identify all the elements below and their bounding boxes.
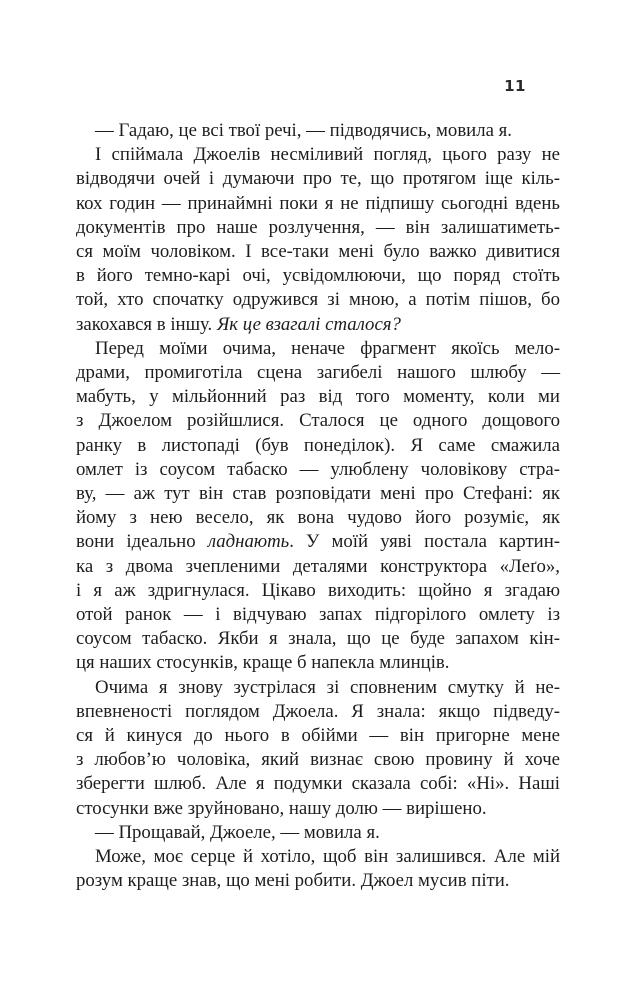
text-segment: І спіймала Джоелів несміливий погляд, цього разу не <box>95 144 560 166</box>
text-segment: зберегти шлюб. Але я подумки сказала собі: «Ні». Наші <box>76 773 560 795</box>
text-segment: омлет із соусом табаско — улюблену чоловікову стра- <box>76 458 560 480</box>
italic-text-segment: ладнають <box>207 531 290 553</box>
text-line <box>76 845 560 869</box>
text-line <box>76 313 560 337</box>
text-line <box>76 797 560 821</box>
text-line <box>76 385 560 409</box>
text-segment: розум краще знав, що мені робити. Джоел мусив піти. <box>76 870 510 892</box>
page-number: 11 <box>504 77 526 95</box>
text-line <box>76 772 560 796</box>
text-segment: ву, — аж тут він став розповідати мені про Стефані: як <box>76 483 560 505</box>
text-segment: — Прощавай, Джоеле, — мовила я. <box>95 821 380 843</box>
text-segment: йому з нею весело, як вона чудово його розуміє, як <box>76 507 560 529</box>
text-segment: отой ранок — і відчуваю запах підгорілого омлету із <box>76 604 560 626</box>
text-line <box>76 748 560 772</box>
text-segment: Перед моїми очима, неначе фрагмент якоїсь мело- <box>95 337 560 359</box>
text-line <box>76 821 560 845</box>
text-segment: ся моїм чоловіком. І все-таки мені було важко дивитися <box>76 241 560 263</box>
text-segment: вони ідеально <box>76 531 208 553</box>
text-line <box>76 676 560 700</box>
text-line <box>76 409 560 433</box>
text-line <box>76 216 560 240</box>
text-line <box>76 434 560 458</box>
text-segment: — Гадаю, це всі твої речі, — підводячись, мовила я. <box>95 120 512 141</box>
text-segment: і я аж здригнулася. Цікаво виходить: щойно я згадаю <box>76 579 560 601</box>
text-line <box>76 240 560 264</box>
text-segment: з любов’ю чоловіка, який визнає свою провину й хоче <box>76 749 560 771</box>
paragraph <box>76 845 560 893</box>
text-segment: мабуть, у мільйонний раз від того моменту, коли ми <box>76 386 560 408</box>
text-line <box>76 506 560 530</box>
text-line <box>76 627 560 651</box>
text-line <box>76 651 560 675</box>
text-line <box>76 603 560 627</box>
text-segment: документів про наше розлучення, — він залишатиметь- <box>76 216 560 238</box>
italic-text-segment: Як це взагалі сталося? <box>216 313 401 335</box>
paragraph <box>76 337 560 676</box>
text-segment: ся й кинуся до нього в обійми — він пригорне мене <box>76 725 560 747</box>
text-segment: соусом табаско. Якби я знала, що це буде запахом кін- <box>76 628 560 650</box>
text-line <box>76 555 560 579</box>
text-segment: з Джоелом розійшлися. Сталося це одного дощового <box>76 410 560 432</box>
text-line <box>76 361 560 385</box>
text-segment: той, хто спочатку одружився зі мною, а потім пішов, бо <box>76 289 560 311</box>
paragraph <box>76 143 560 337</box>
text-segment: ця наших стосунків, краще б напекла млинців. <box>76 652 450 674</box>
text-line <box>76 482 560 506</box>
text-segment: стосунки вже зруйновано, нашу долю — вирішено. <box>76 797 487 819</box>
text-line <box>76 458 560 482</box>
paragraph <box>76 821 560 845</box>
text-segment: . У моїй уяві постала картин- <box>289 531 561 553</box>
text-line <box>76 579 560 603</box>
text-segment: ранку в листопаді (був понеділок). Я саме смажила <box>76 434 560 456</box>
text-line <box>76 192 560 216</box>
text-line <box>76 119 560 143</box>
page-text <box>76 119 560 894</box>
text-line <box>76 264 560 288</box>
text-segment: кох годин — принаймні поки я не підпишу сьогодні вдень <box>76 192 560 214</box>
text-line <box>76 700 560 724</box>
text-segment: драми, промиготіла сцена загибелі нашого шлюбу — <box>76 362 560 384</box>
text-line <box>76 288 560 312</box>
text-segment: відводячи очей і думаючи про те, що протягом іще кіль- <box>76 168 560 190</box>
text-segment: Може, моє серце й хотіло, щоб він залишився. Але мій <box>95 846 560 868</box>
text-segment: впевненості поглядом Джоела. Я знала: якщо підведу- <box>76 700 560 722</box>
text-line <box>76 869 560 893</box>
text-line <box>76 337 560 361</box>
text-segment: в його темно-карі очі, усвідомлюючи, що поряд стоїть <box>76 265 560 287</box>
text-segment: Очима я знову зустрілася зі сповненим смутку й не- <box>95 676 560 698</box>
text-segment: ка з двома зчепленими деталями конструктора «Леґо», <box>76 555 560 577</box>
text-line <box>76 167 560 191</box>
text-line <box>76 530 560 554</box>
text-line <box>76 143 560 167</box>
paragraph <box>76 119 560 143</box>
text-segment: закохався в іншу. <box>76 313 217 335</box>
text-line <box>76 724 560 748</box>
paragraph <box>76 676 560 821</box>
